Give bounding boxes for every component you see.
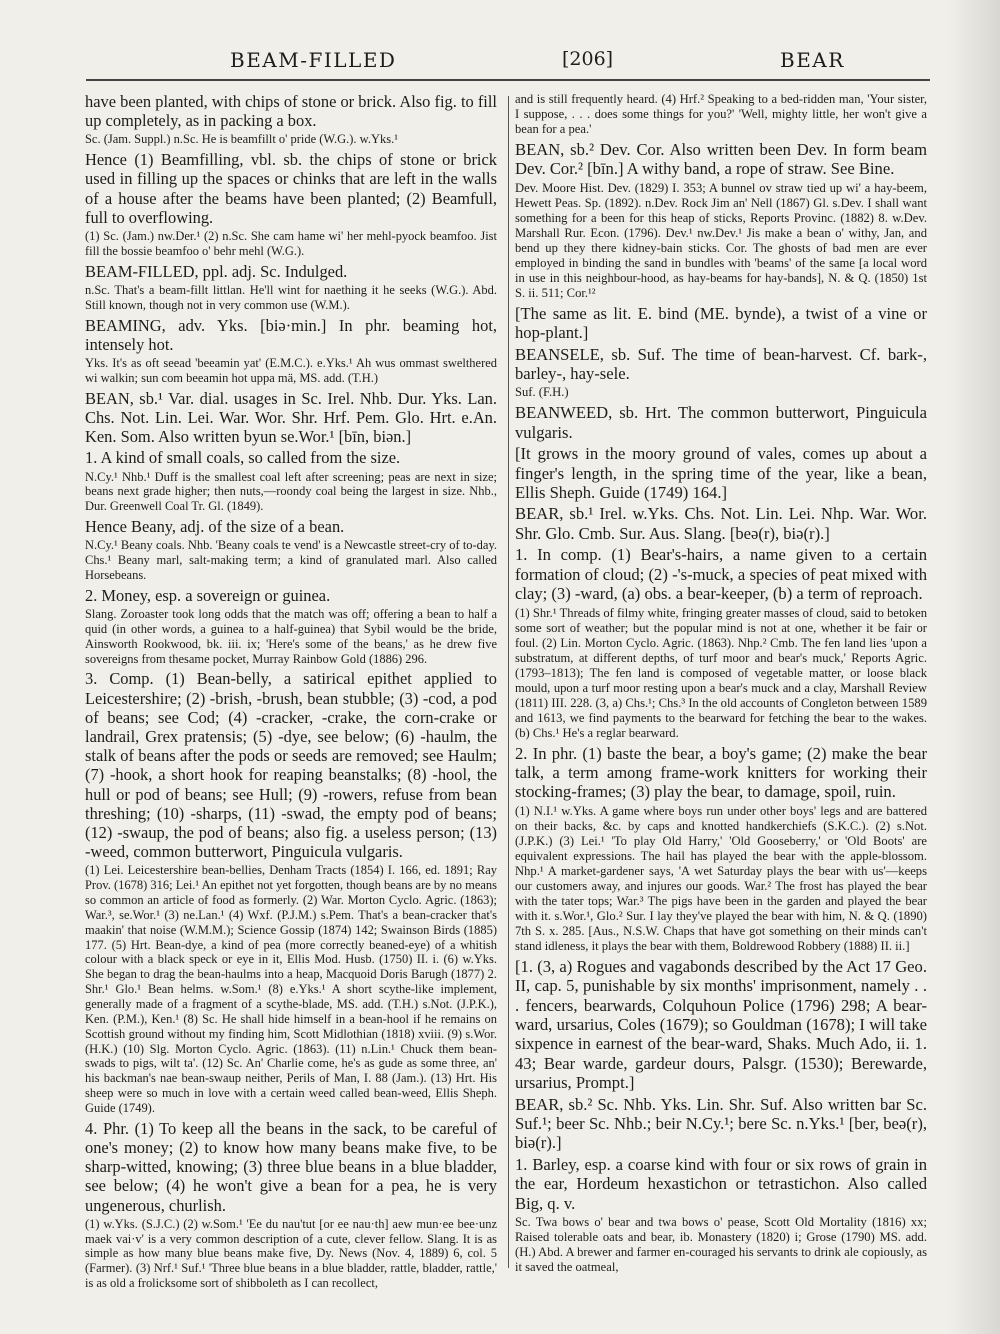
- entry-paragraph: have been planted, with chips of stone or brick. Also fig. to fill up completely, as in packing a box.: [85, 92, 497, 131]
- entry-paragraph: BEAR, sb.² Sc. Nhb. Yks. Lin. Shr. Suf. Also written bar Sc. Suf.¹; beer Sc. Nhb.; beir N.Cy.¹; bere Sc. n.Yks.¹ [ber, beə(r), biə(r).]: [515, 1094, 927, 1153]
- entry-paragraph: 4. Phr. (1) To keep all the beans in the sack, to be careful of one's money; (2) to know how many beans make five, to be sharp-witted, knowing; (3) three blue beans in a blue bladder, see below; (4) he won't give a bean for a pea, he is very ungenerous, churlish.: [85, 1118, 497, 1215]
- entry-paragraph: BEAMING, adv. Yks. [biə·min.] In phr. beaming hot, intensely hot.: [85, 315, 497, 354]
- header-left-headword: BEAM-FILLED: [230, 48, 397, 72]
- entry-paragraph: BEAR, sb.¹ Irel. w.Yks. Chs. Not. Lin. Lei. Nhp. War. Wor. Shr. Glo. Cmb. Sur. Aus. Slang. [beə(r), biə(r).]: [515, 504, 927, 543]
- page-edge-shadow: [948, 0, 1000, 1334]
- entry-paragraph: BEAN, sb.¹ Var. dial. usages in Sc. Irel. Nhb. Dur. Yks. Lan. Chs. Not. Lin. Lei. War. Wor. Shr. Hrf. Pem. Glo. Hrt. e.An. Ken. Som. Also written byun se.Wor.¹ [bīn, biən.]: [85, 388, 497, 447]
- left-column: [85, 92, 497, 1294]
- citation-paragraph: Sc. Twa bows o' bear and twa bows o' pease, Scott Old Mortality (1816) xx; Raised tolerable oats and bear, ib. Monastery (1820) i; Grose (1790) MS. add. (H.) Abd. A brewer and farmer en-couraged his servants to drink ale copiously, as it saved the oatmeal,: [515, 1215, 927, 1274]
- citation-paragraph: N.Cy.¹ Nhb.¹ Duff is the smallest coal left after screening; peas are next in size; beans next grade higher; then nuts,—roondy coal being the largest in size. Nhb., Dur. Greenwell Coal Tr. Gl. (1849).: [85, 469, 497, 514]
- citation-paragraph: (1) Sc. (Jam.) nw.Der.¹ (2) n.Sc. She cam hame wi' her mehl-pyock beamfoo. Jist fill the bossie beamfoo o' behr mehl (W.G.).: [85, 229, 497, 258]
- entry-paragraph: 2. In phr. (1) baste the bear, a boy's game; (2) make the bear talk, a term among frame-work knitters for working their stocking-frames; (3) play the bear, to damage, spoil, ruin.: [515, 743, 927, 802]
- page-number: [206]: [562, 48, 614, 70]
- entry-paragraph: Hence (1) Beamfilling, vbl. sb. the chips of stone or brick used in filling up the spaces or chinks that are left in the walls of a house after the beams have been planted; (2) Beamfull, full to overflowing.: [85, 150, 497, 227]
- entry-paragraph: 1. In comp. (1) Bear's-hairs, a name given to a certain formation of cloud; (2) -'s-muck, a species of peat mixed with clay; (3) -ward, (a) obs. a bear-keeper, (b) a term of reproach.: [515, 545, 927, 604]
- entry-paragraph: BEAN, sb.² Dev. Cor. Also written been Dev. In form beam Dev. Cor.² [bīn.] A withy band, a rope of straw. See Bine.: [515, 140, 927, 179]
- citation-paragraph: Yks. It's as oft seead 'beeamin yat' (E.M.C.). e.Yks.¹ Ah wus ommast swelthered wi walkin; sun com beeamin hot uppa mä, MS. add. (T.H.): [85, 356, 497, 385]
- citation-paragraph: N.Cy.¹ Beany coals. Nhb. 'Beany coals te vend' is a Newcastle street-cry of to-day. Chs.¹ Beany marl, salt-making term; a kind of granulated marl. Also called Horsebeans.: [85, 538, 497, 582]
- citation-paragraph: Slang. Zoroaster took long odds that the match was off; offering a bean to half a quid (in other words, a guinea to a half-guinea) that Sybil would be the bride, Ainsworth Rookwood, bk. iii. ix; 'Here's some of the beans,' as he drew five sovereigns from thesame pocket, Murray Rainbow Gold (1886) 296.: [85, 607, 497, 666]
- entry-paragraph: Hence Beany, adj. of the size of a bean.: [85, 517, 345, 537]
- citation-paragraph: Suf. (F.H.): [515, 385, 569, 400]
- citation-paragraph: n.Sc. That's a beam-fillt littlan. He'll wint for naething it he seeks (W.G.). Abd. Still known, though not in very common use (W.M.).: [85, 282, 497, 312]
- entry-paragraph: 1. A kind of small coals, so called from the size.: [85, 448, 401, 468]
- entry-paragraph: 3. Comp. (1) Bean-belly, a satirical epithet applied to Leicestershire; (2) -brish, -brush, bean stubble; (3) -cod, a pod of beans; see Cod; (4) -cracker, -crake, the corn-crake or landrail, Grex pratensis; (5) -dye, see below; (6) -haulm, the stalk of beans after the pods or seeds are removed; see Haulm; (7) -hook, a short hook for reaping beanstalks; (8) -hool, the hull or pod of beans; see Hull; (9) -rowers, refuse from bean threshing; (10) -sharps, (11) -swad, the empty pod of beans; (12) -swaup, the pod of beans; also fig. a useless person; (13) -weed, common butterwort, Pinguicula vulgaris.: [85, 669, 497, 862]
- column-divider: [508, 96, 509, 1268]
- citation-paragraph: (1) N.I.¹ w.Yks. A game where boys run under other boys' legs and are battered on their backs, &c. by caps and knotted handkerchiefs (S.K.C.). (2) s.Not. (J.P.K.) (3) Lei.¹ 'To play Old Harry,' 'Old Gooseberry,' or 'Old Boots' are equivalent expressions. The hail has played the bear with the apple-blossom. Nhp.¹ A market-gardener says, 'A wet Saturday plays the bear with us'—keeps our customers away, and injures our goods. War.² The frost has played the bear with the tater tops; War.³ The pigs have been in the garden and played the bear with it. s.Wor.¹, Glo.² Sur. I lay they've played the bear with him, N. & Q. (1890) 7th S. x. 285. [Aus., N.S.W. Chaps that have got something on their minds can't stand idleness, it plays the bear with them, Boldrewood Robbery (1888) II. ii.]: [515, 803, 927, 953]
- right-column: [515, 92, 927, 1278]
- entry-paragraph: BEANSELE, sb. Suf. The time of bean-harvest. Cf. bark-, barley-, hay-sele.: [515, 344, 927, 384]
- citation-paragraph: (1) w.Yks. (S.J.C.) (2) w.Som.¹ 'Ee du nau'tut [or ee nau·th] aew mun·ee bee·unz maek vai·v' is a very common description of a cute, clever fellow. Slang. It is as simple as how many blue beans make five, Dy. News (Nov. 4, 1889) 6, col. 5 (Farmer). (3) Nrf.¹ Suf.¹ 'Three blue beans in a blue bladder, rattle, bladder, rattle,' is as old a frolicksome sort of shibboleth as I can recollect,: [85, 1216, 497, 1291]
- entry-paragraph: [It grows in the moory ground of vales, comes up about a finger's length, in the spring time of the year, like a bean, Ellis Sheph. Guide (1749) 164.]: [515, 444, 927, 503]
- header-rule: [86, 79, 930, 81]
- citation-paragraph: (1) Lei. Leicestershire bean-bellies, Denham Tracts (1854) I. 166, ed. 1891; Ray Prov. (1678) 316; Lei.¹ An epithet not yet forgotten, though beans are by no means so common an article of food as formerly. (2) War. Morton Cyclo. Agric. (1863); War.³, se.Wor.¹ (3) ne.Lan.¹ (4) Wxf. (P.J.M.) s.Pem. That's a bean-cracker that's maakin' that noise (W.M.M.); Science Gossip (1874) 142; Swainson Birds (1885) 177. (5) Hrt. Bean-dye, a kind of pea (more correctly beaned-eye) of a whitish colour with a black speck or eye in it, Ellis Mod. Husb. (1750) II. i. (6) w.Yks. She began to drag the bean-haulms into a heap, Macquoid Doris Barugh (1877) 2. Shr.¹ Glo.¹ Bean helms. w.Som.¹ (8) e.Yks.¹ A short scythe-like implement, generally made of a fragment of a scythe-blade, MS. add. (T.H.) s.Not. (J.P.K.), Ken. (P.M.), Ken.¹ (8) Sc. He shall hide himself in a bean-hool if he remains on Scottish ground without my finding him, Scott Midlothian (1818) xviii. (9) s.Wor. (H.K.) (10) Slg. Morton Cyclo. Agric. (1863). (11) n.Lin.¹ Chuck them bean-swads to pigs, wilt ta'. (12) Sc. An' Charlie come, he's as gude as some three, an' his backman's nae bean-swaup neither, Perils of Man, I. 88 (Jam.). (13) Hrt. His sheep were so much in love with a certain weed called bean-weed, Ellis Sheph. Guide (1749).: [85, 863, 497, 1115]
- citation-paragraph: Dev. Moore Hist. Dev. (1829) I. 353; A bunnel ov straw tied up wi' a hay-beem, Hewett Peas. Sp. (1892). n.Dev. Rock Jim an' Nell (1867) Gl. s.Dev. I shall want something for a been for this heap of sticks, Reports Provinc. (1882) 8. w.Dev. Marshall Rur. Econ. (1796). Dev.¹ nw.Dev.¹ Jis make a bean o' withy, Jan, and bend up they there kidney-bain sticks. Cor. The ghosts of bad men are ever employed in binding the sand in bundles with 'beams' of the same [a local word in use in this neighbour-hood, as hay-beams for hay-bands], N. & Q. (1850) 1st S. ii. 511; Cor.¹²: [515, 180, 927, 300]
- entry-paragraph: BEANWEED, sb. Hrt. The common butterwort, Pinguicula vulgaris.: [515, 403, 927, 442]
- citation-paragraph: Sc. (Jam. Suppl.) n.Sc. He is beamfillt o' pride (W.G.). w.Yks.¹: [85, 132, 398, 147]
- citation-paragraph: and is still frequently heard. (4) Hrf.² Speaking to a bed-ridden man, 'Your sister, I suppose, . . . does some things for you?' 'Well, mighty little, her won't give a bean for a pea.': [515, 92, 927, 136]
- citation-paragraph: (1) Shr.¹ Threads of filmy white, fringing greater masses of cloud, said to betoken some sort of weather; but the popular mind is not at one, whether it be fair or foul. (2) Lin. Morton Cyclo. Agric. (1863). Nhp.² Cmb. The fen land lies 'upon a substratum, at different depths, of turf moor and bear's muck,' Reports Agric. (1793–1813); The fen land is composed of vegetable matter, or loose black mould, upon a turf moor resting upon a bear's muck and a clay, Marshall Review (1811) III. 228. (3, a) Chs.¹; Chs.³ In the old accounts of Congleton between 1589 and 1613, we find payments to the bearward for fetching the bear to the wakes. (b) Chs.¹ He's a reglar bearward.: [515, 605, 927, 740]
- entry-paragraph: 2. Money, esp. a sovereign or guinea.: [85, 585, 331, 605]
- entry-paragraph: BEAM-FILLED, ppl. adj. Sc. Indulged.: [85, 261, 348, 281]
- header-right-headword: BEAR: [780, 48, 845, 72]
- entry-paragraph: 1. Barley, esp. a coarse kind with four or six rows of grain in the ear, Hordeum hexastichon or tetrastichon. Also called Big, q. v.: [515, 1154, 927, 1213]
- running-header: [80, 48, 960, 80]
- entry-paragraph: [The same as lit. E. bind (ME. bynde), a twist of a vine or hop-plant.]: [515, 303, 927, 343]
- entry-paragraph: [1. (3, a) Rogues and vagabonds described by the Act 17 Geo. II, cap. 5, punishable by six months' imprisonment, namely . . . fencers, bearwards, Colquhoun Police (1796) 298; A bear-ward, ursarius, Coles (1679); so Gouldman (1678); I will take sixpence in earnest of the bear-ward, Shaks. Much Ado, ii. 1. 43; Bear warde, gardeur dours, Palsgr. (1530); Berewarde, ursarius, Prompt.]: [515, 956, 927, 1093]
